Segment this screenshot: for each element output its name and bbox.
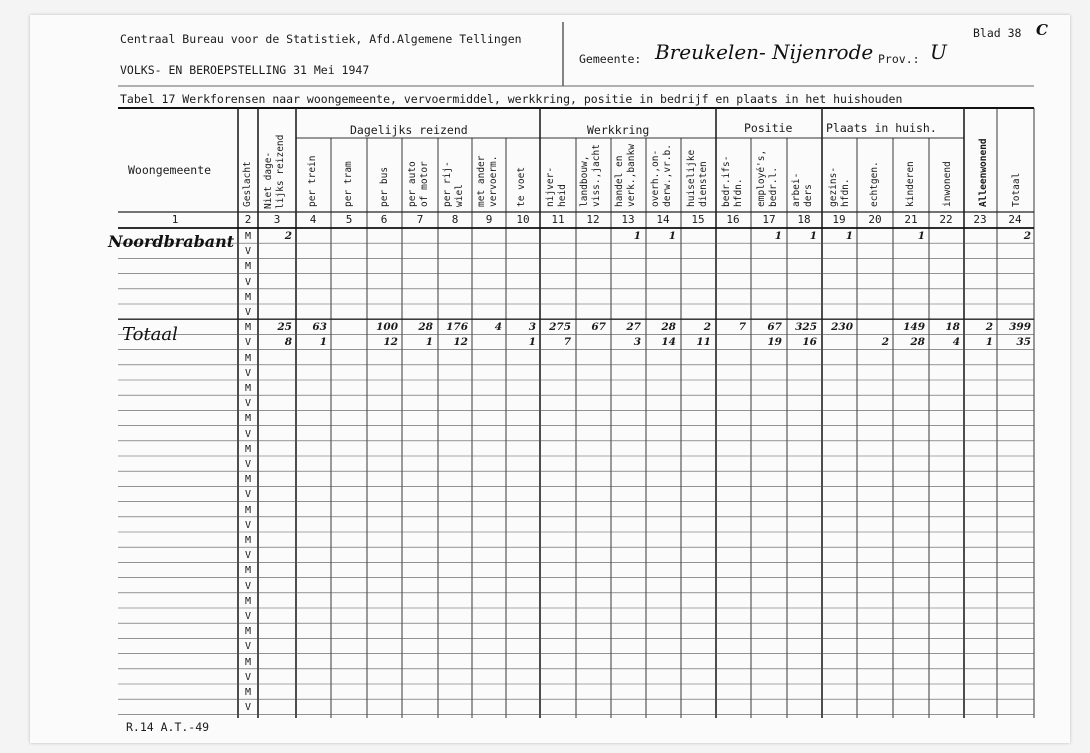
col-19-l1: gezins- — [828, 166, 839, 207]
col-22-l1: inwonend — [942, 161, 953, 207]
geslacht-cell: M — [244, 352, 252, 364]
group-plaats: Plaats in huish. — [826, 121, 937, 135]
column-number-3: 3 — [273, 213, 281, 226]
col-24-l1: Totaal — [1011, 172, 1022, 207]
col-8-l2: wiel — [454, 184, 465, 207]
col-7-l1: per auto — [407, 161, 418, 207]
totaal-m-col-24: 399 — [1009, 321, 1031, 334]
totaal-v-col-24: 35 — [1016, 336, 1031, 349]
geslacht-cell: M — [244, 626, 252, 638]
blad-label: Blad 38 — [973, 26, 1022, 40]
totaal-v-col-14: 14 — [661, 336, 676, 349]
geslacht-cell: V — [244, 550, 252, 562]
noordbrabant-m-col-24: 2 — [1023, 230, 1031, 242]
col-14-l1: overh.,on- — [650, 149, 661, 207]
totaal-m-col-17: 67 — [767, 321, 782, 334]
column-number-23: 23 — [973, 213, 987, 226]
totaal-v-col-6: 12 — [383, 336, 398, 349]
col-20-l1: echtgen. — [869, 161, 880, 207]
geslacht-cell: M — [244, 413, 252, 425]
form-code: R.14 A.T.-49 — [126, 720, 210, 734]
col-19-l2: hfdn. — [840, 178, 851, 207]
table-title: Tabel 17 Werkforensen naar woongemeente, vervoermiddel, werkkring, positie in bedrijf en plaats in het huishouden — [120, 92, 903, 106]
totaal-m-col-8: 176 — [446, 321, 468, 334]
totaal-m-col-22: 18 — [945, 321, 960, 334]
column-number-12: 12 — [586, 213, 600, 226]
totaal-m-col-12: 67 — [591, 321, 606, 334]
geslacht-cell: V — [244, 276, 252, 288]
column-number-16: 16 — [726, 213, 740, 226]
col-16-l1: bedr.ifs- — [721, 155, 732, 207]
column-number-8: 8 — [451, 213, 459, 226]
geslacht-cell: V — [244, 489, 252, 501]
gemeente-value: Breukelen- Nijenrode — [655, 40, 874, 64]
totaal-v-col-11: 7 — [563, 336, 571, 349]
col-17-l1: employé's, — [756, 149, 767, 207]
totaal-v-col-17: 19 — [767, 336, 782, 349]
col-3-l1: Niet dage- — [263, 151, 274, 209]
gemeente-label: Gemeente: — [579, 52, 642, 66]
col-18-l1: arbei- — [791, 172, 802, 207]
col-11-l2: heid — [557, 184, 568, 207]
col-17-l2: bedr.l. — [768, 166, 779, 207]
column-number-2: 2 — [244, 213, 252, 226]
noordbrabant-m-col-17: 1 — [774, 230, 782, 242]
totaal-m-col-9: 4 — [494, 321, 502, 334]
col-13-l2: verk.,bankw — [626, 144, 637, 207]
geslacht-cell: M — [244, 291, 252, 303]
group-positie: Positie — [744, 121, 793, 135]
geslacht-cell: V — [244, 246, 252, 258]
prov-value: U — [930, 40, 947, 64]
prov-label: Prov.: — [878, 52, 920, 66]
col-16-l2: hfdn. — [733, 178, 744, 207]
column-number-21: 21 — [904, 213, 918, 226]
geslacht-cell: V — [244, 367, 252, 379]
column-number-18: 18 — [797, 213, 811, 226]
geslacht-cell: V — [244, 519, 252, 531]
geslacht-cell: V — [244, 307, 252, 318]
totaal-m-col-3: 25 — [277, 321, 292, 334]
totaal-v-col-21: 28 — [910, 336, 925, 349]
totaal-m-col-16: 7 — [738, 321, 746, 334]
noordbrabant-m-col-19: 1 — [845, 230, 853, 242]
col-geslacht: Geslacht — [242, 161, 253, 207]
totaal-m-col-18: 325 — [795, 321, 817, 334]
noordbrabant-m-col-18: 1 — [809, 230, 817, 242]
totaal-v-col-8: 12 — [453, 336, 468, 349]
totaal-v-col-7: 1 — [425, 336, 433, 349]
col-14-l2: derw.,vr.b. — [662, 144, 673, 207]
noordbrabant-m-col-21: 1 — [917, 230, 925, 242]
col-8-l1: per rij- — [442, 161, 453, 207]
col-21-l1: kinderen — [905, 161, 916, 207]
geslacht-cell: M — [244, 565, 252, 577]
row-label-noordbrabant: Noordbrabant — [108, 232, 235, 251]
geslacht-cell: V — [244, 611, 252, 622]
totaal-v-col-23: 1 — [985, 336, 993, 349]
column-number-5: 5 — [345, 213, 353, 226]
col-6-l1: per bus — [379, 166, 390, 207]
totaal-v-col-22: 4 — [952, 336, 960, 349]
column-number-24: 24 — [1008, 213, 1022, 226]
col-15-l1: huiselijke — [686, 149, 697, 207]
geslacht-cell: V — [244, 459, 252, 470]
column-number-19: 19 — [832, 213, 846, 226]
totaal-v-col-4: 1 — [319, 336, 327, 349]
col-7-l2: of motor — [419, 161, 430, 207]
geslacht-cell: M — [244, 443, 252, 455]
column-number-15: 15 — [691, 213, 705, 226]
group-dagelijks: Dagelijks reizend — [350, 123, 468, 137]
bureau-title: Centraal Bureau voor de Statistiek, Afd.Algemene Tellingen — [120, 32, 522, 46]
col-11-l1: nijver- — [545, 166, 556, 207]
column-number-6: 6 — [380, 213, 388, 226]
column-number-1: 1 — [171, 213, 179, 226]
totaal-v-col-13: 3 — [633, 336, 641, 349]
geslacht-cell: M — [244, 687, 252, 698]
col-23-l1: Alleenwonend — [978, 138, 989, 207]
col-5-l1: per tram — [343, 161, 354, 207]
blad-suffix: C — [1036, 21, 1048, 39]
census-title: VOLKS- EN BEROEPSTELLING 31 Mei 1947 — [120, 63, 370, 77]
row-label-totaal: Totaal — [122, 324, 178, 345]
col-4-l1: per trein — [307, 155, 318, 207]
col-10-l1: te voet — [516, 166, 527, 207]
totaal-m-col-19: 230 — [831, 321, 853, 334]
totaal-m-col-4: 63 — [312, 321, 327, 334]
totaal-v-col-10: 1 — [528, 336, 536, 349]
col-3-l2: lijks reizend — [275, 134, 286, 209]
column-number-22: 22 — [939, 213, 953, 226]
column-number-4: 4 — [309, 213, 317, 226]
geslacht-cell: V — [244, 580, 252, 592]
geslacht-cell: M — [244, 504, 252, 516]
geslacht-cell: V — [244, 641, 252, 653]
column-number-13: 13 — [621, 213, 635, 226]
totaal-m-col-23: 2 — [985, 321, 993, 334]
geslacht-cell: M — [244, 535, 252, 546]
col-12-l2: viss.,jacht — [591, 144, 602, 207]
col-9-l1: met ander — [476, 155, 487, 207]
group-werkkring: Werkkring — [587, 123, 650, 137]
totaal-m-col-15: 2 — [703, 321, 711, 334]
col-18-l2: ders — [803, 184, 814, 207]
totaal-m-col-13: 27 — [626, 321, 641, 334]
column-number-10: 10 — [516, 213, 530, 226]
column-number-20: 20 — [868, 213, 882, 226]
geslacht-cell: M — [244, 322, 252, 334]
totaal-m-col-21: 149 — [903, 321, 925, 334]
col-15-l2: diensten — [698, 161, 709, 207]
column-number-17: 17 — [762, 213, 776, 226]
noordbrabant-m-col-3: 2 — [284, 230, 292, 242]
geslacht-cell: M — [244, 231, 252, 242]
totaal-m-col-14: 28 — [661, 321, 676, 334]
col-9-l2: vervoerm. — [488, 155, 499, 207]
totaal-m-col-10: 3 — [528, 321, 536, 334]
column-number-11: 11 — [551, 213, 565, 226]
col-13-l1: handel en — [614, 155, 625, 207]
totaal-v-col-15: 11 — [696, 336, 711, 349]
column-number-7: 7 — [416, 213, 424, 226]
col-12-l1: landbouw, — [579, 155, 590, 207]
geslacht-cell: M — [244, 595, 252, 607]
geslacht-cell: V — [244, 398, 252, 410]
geslacht-cell: V — [244, 428, 252, 440]
column-number-14: 14 — [656, 213, 670, 226]
totaal-m-col-11: 275 — [549, 321, 571, 334]
totaal-v-col-3: 8 — [284, 336, 292, 349]
geslacht-cell: V — [244, 702, 252, 714]
geslacht-cell: V — [244, 671, 252, 683]
noordbrabant-m-col-14: 1 — [668, 230, 676, 242]
totaal-m-col-7: 28 — [418, 321, 433, 334]
totaal-v-col-18: 16 — [802, 336, 817, 349]
col-woongemeente: Woongemeente — [128, 163, 212, 177]
geslacht-cell: M — [244, 383, 252, 394]
geslacht-cell: M — [244, 261, 252, 273]
totaal-v-col-20: 2 — [881, 336, 889, 349]
geslacht-cell: M — [244, 474, 252, 486]
column-number-9: 9 — [485, 213, 493, 226]
geslacht-cell: M — [244, 656, 252, 668]
totaal-m-col-6: 100 — [376, 321, 398, 334]
noordbrabant-m-col-13: 1 — [633, 230, 641, 242]
geslacht-cell: V — [244, 337, 252, 349]
